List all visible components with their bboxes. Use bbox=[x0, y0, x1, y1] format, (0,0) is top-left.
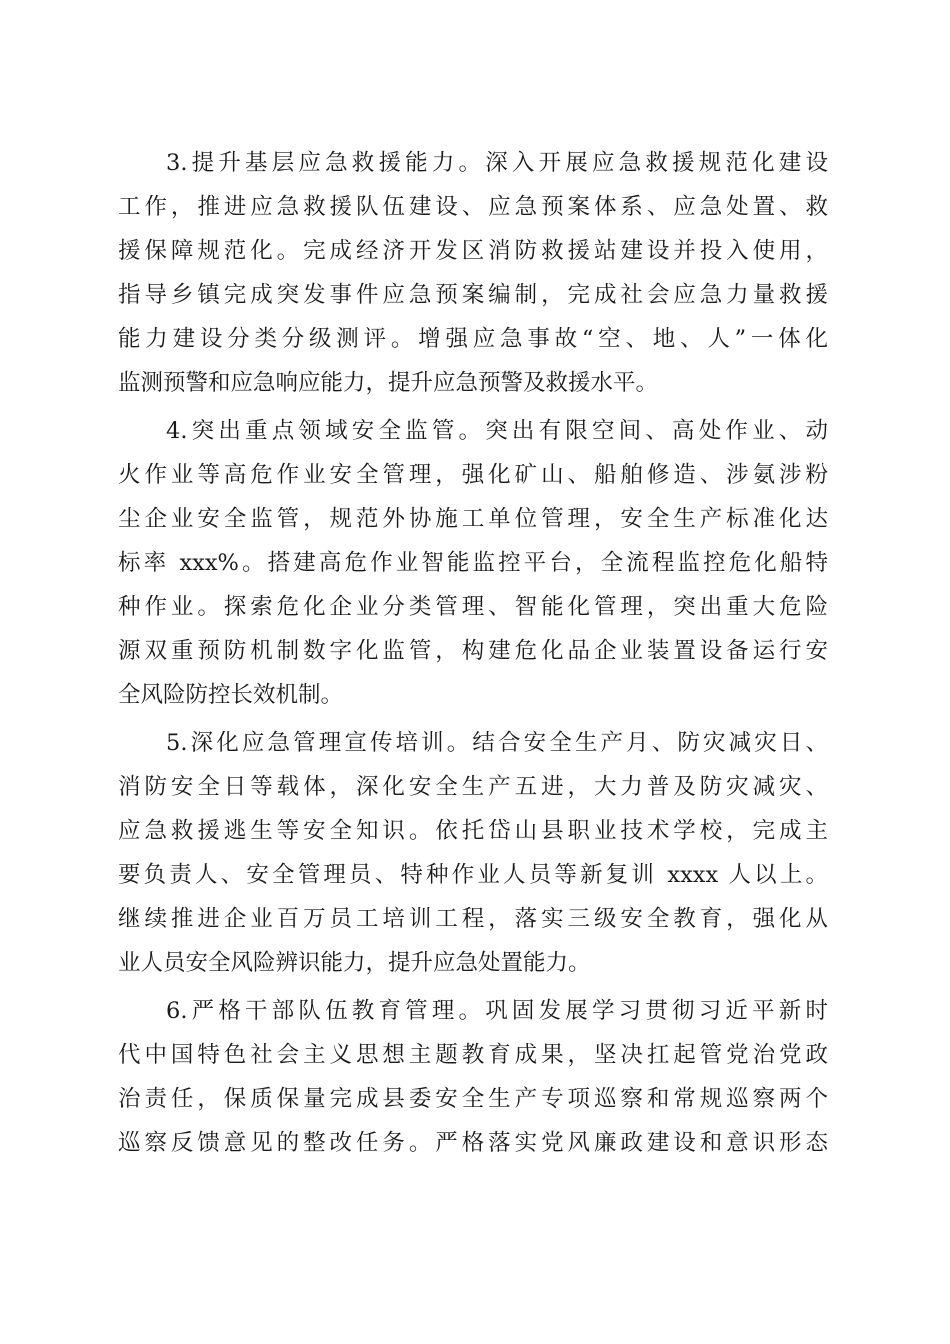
paragraph-line: 3.提升基层应急救援能力。深入开展应急救援规范化建设 bbox=[166, 150, 828, 176]
paragraph-line: 源双重预防机制数字化监管，构建危化品企业装置设备运行安 bbox=[118, 638, 828, 664]
paragraph-line: 治责任，保质保量完成县委安全生产专项巡察和常规巡察两个 bbox=[118, 1086, 828, 1112]
paragraph-line: 能力建设分类分级测评。增强应急事故“空、地、人”一体化 bbox=[118, 326, 828, 352]
paragraph-line: 代中国特色社会主义思想主题教育成果，坚决扛起管党治党政 bbox=[118, 1042, 828, 1068]
paragraph-line: 全风险防控长效机制。 bbox=[118, 682, 344, 708]
paragraph-line: 指导乡镇完成突发事件应急预案编制，完成社会应急力量救援 bbox=[118, 282, 828, 308]
paragraph-line: 巡察反馈意见的整改任务。严格落实党风廉政建设和意识形态 bbox=[118, 1130, 828, 1156]
paragraph-line: 业人员安全风险辨识能力，提升应急处置能力。 bbox=[118, 950, 591, 976]
paragraph-line: 继续推进企业百万员工培训工程，落实三级安全教育，强化从 bbox=[118, 906, 828, 932]
paragraph-line: 标率 xxx%。搭建高危作业智能监控平台，全流程监控危化船特 bbox=[118, 550, 828, 576]
paragraph-line: 尘企业安全监管，规范外协施工单位管理，安全生产标准化达 bbox=[118, 506, 828, 532]
paragraph-line: 消防安全日等载体，深化安全生产五进，大力普及防灾减灾、 bbox=[118, 774, 828, 800]
paragraph-line: 4.突出重点领域安全监管。突出有限空间、高处作业、动 bbox=[166, 418, 828, 444]
paragraph-6-cadre-management bbox=[118, 989, 828, 1165]
document-body bbox=[118, 141, 828, 1169]
paragraph-line: 要负责人、安全管理员、特种作业人员等新复训 xxxx 人以上。 bbox=[118, 862, 828, 888]
paragraph-line: 援保障规范化。完成经济开发区消防救援站建设并投入使用， bbox=[118, 238, 828, 264]
paragraph-line: 火作业等高危作业安全管理，强化矿山、船舶修造、涉氨涉粉 bbox=[118, 462, 828, 488]
paragraph-line: 应急救援逃生等安全知识。依托岱山县职业技术学校，完成主 bbox=[118, 818, 828, 844]
paragraph-line: 5.深化应急管理宣传培训。结合安全生产月、防灾减灾日、 bbox=[166, 730, 828, 756]
paragraph-3-emergency-rescue bbox=[118, 141, 828, 405]
paragraph-line: 种作业。探索危化企业分类管理、智能化管理，突出重大危险 bbox=[118, 594, 828, 620]
paragraph-5-training bbox=[118, 721, 828, 985]
paragraph-line: 工作，推进应急救援队伍建设、应急预案体系、应急处置、救 bbox=[118, 194, 828, 220]
paragraph-line: 6.严格干部队伍教育管理。巩固发展学习贯彻习近平新时 bbox=[166, 998, 828, 1024]
paragraph-4-safety-supervision bbox=[118, 409, 828, 717]
paragraph-line: 监测预警和应急响应能力，提升应急预警及救援水平。 bbox=[118, 370, 659, 396]
